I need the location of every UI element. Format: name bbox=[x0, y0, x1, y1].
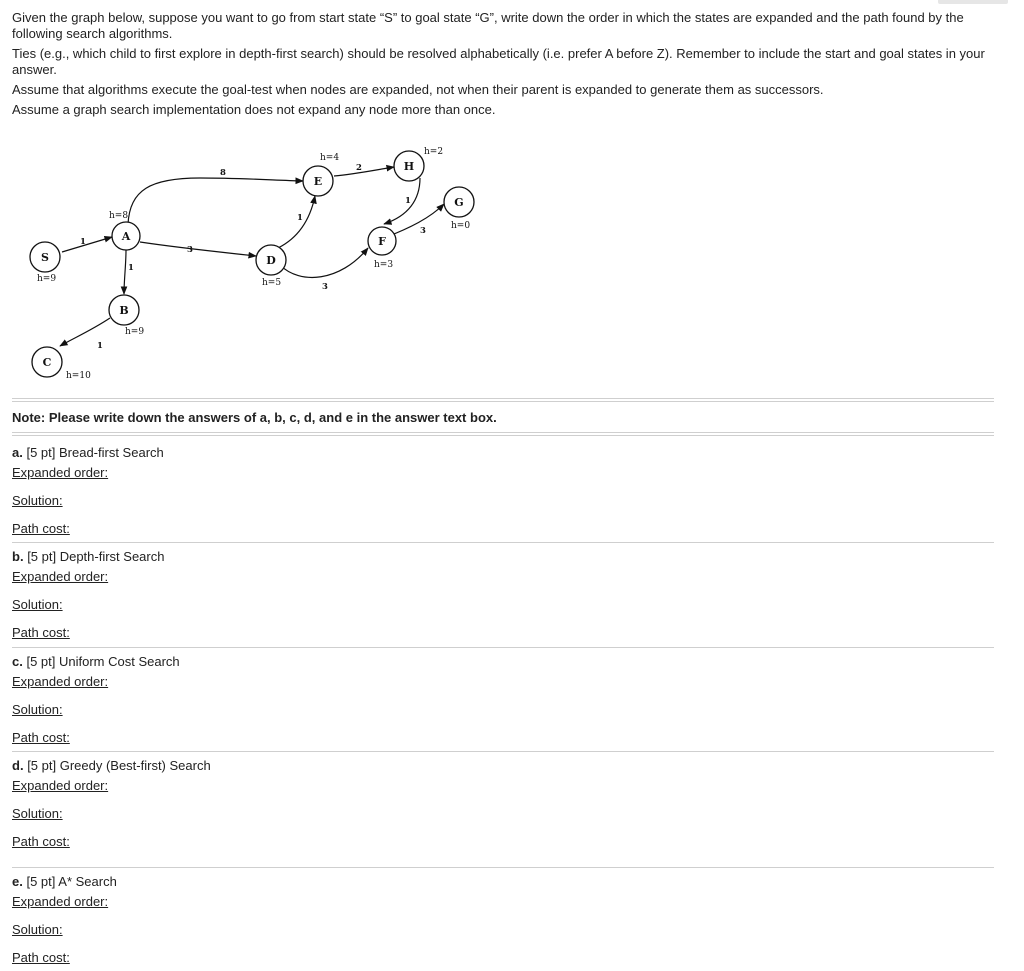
edge-e-h bbox=[334, 167, 394, 176]
section-c-title bbox=[12, 654, 612, 670]
section-e-heading: [5 pt] A* Search bbox=[26, 874, 117, 889]
edge-a-d bbox=[140, 242, 256, 256]
section-c-solution[interactable]: Solution: bbox=[12, 702, 63, 717]
intro-line-1: Given the graph below, suppose you want to go from start state “S” to goal state “G”, write down the order in which the states are expanded and the path found by the following search algorithms. bbox=[12, 10, 964, 41]
node-b-heuristic: h=9 bbox=[125, 327, 145, 337]
node-a-heuristic: h=8 bbox=[109, 211, 129, 221]
intro-line-4: Assume a graph search implementation does not expand any node more than once. bbox=[12, 102, 496, 117]
section-d-solution[interactable]: Solution: bbox=[12, 806, 63, 821]
edge-e-h-cost: 2 bbox=[356, 163, 362, 173]
section-c bbox=[12, 654, 612, 746]
node-c-label: C bbox=[42, 356, 52, 369]
section-c-letter: c. bbox=[12, 654, 23, 669]
divider-note bbox=[12, 432, 994, 436]
section-d-title bbox=[12, 758, 612, 774]
edge-h-f-cost: 1 bbox=[405, 196, 411, 206]
edge-a-b-cost: 1 bbox=[128, 263, 134, 273]
section-d-expanded-order[interactable]: Expanded order: bbox=[12, 778, 109, 793]
section-a-title bbox=[12, 445, 612, 461]
section-e-expanded-order[interactable]: Expanded order: bbox=[12, 894, 109, 909]
top-tab-indicator bbox=[938, 0, 1008, 4]
edge-a-e bbox=[128, 178, 303, 224]
edge-s-a bbox=[62, 237, 112, 252]
section-b-heading: [5 pt] Depth-first Search bbox=[27, 549, 165, 564]
intro-line-2: Ties (e.g., which child to first explore in depth-first search) should be resolved alphabetically (i.e. prefer A before Z). Remember to include the start and goal states in your answer. bbox=[12, 46, 985, 77]
divider-a bbox=[12, 542, 994, 543]
edge-f-g-cost: 3 bbox=[420, 226, 426, 236]
node-e-label: E bbox=[313, 175, 323, 188]
divider-b bbox=[12, 647, 994, 648]
section-e-solution[interactable]: Solution: bbox=[12, 922, 63, 937]
intro-line-3: Assume that algorithms execute the goal-test when nodes are expanded, not when their parent is expanded to generate them as successors. bbox=[12, 82, 824, 97]
section-a bbox=[12, 445, 612, 537]
section-b-solution[interactable]: Solution: bbox=[12, 597, 63, 612]
section-e bbox=[12, 874, 612, 966]
section-d-letter: d. bbox=[12, 758, 24, 773]
section-c-heading: [5 pt] Uniform Cost Search bbox=[26, 654, 180, 669]
node-f-heuristic: h=3 bbox=[374, 260, 394, 270]
section-a-expanded-order[interactable]: Expanded order: bbox=[12, 465, 109, 480]
edge-b-c-cost: 1 bbox=[97, 341, 103, 351]
search-graph-diagram bbox=[0, 140, 500, 390]
edge-d-f-cost: 3 bbox=[322, 282, 328, 292]
section-a-path-cost[interactable]: Path cost: bbox=[12, 521, 70, 536]
section-b-title bbox=[12, 549, 612, 565]
section-b-letter: b. bbox=[12, 549, 24, 564]
node-s-heuristic: h=9 bbox=[37, 274, 57, 284]
node-s-label: S bbox=[41, 251, 49, 264]
edge-s-a-cost: 1 bbox=[80, 237, 86, 247]
section-a-heading: [5 pt] Bread-first Search bbox=[26, 445, 164, 460]
node-b-label: B bbox=[119, 304, 129, 317]
section-c-expanded-order[interactable]: Expanded order: bbox=[12, 674, 109, 689]
section-d bbox=[12, 758, 612, 850]
node-c-heuristic: h=10 bbox=[66, 371, 91, 381]
edge-a-e-cost: 8 bbox=[220, 168, 226, 178]
node-g-heuristic: h=0 bbox=[451, 221, 471, 231]
node-f-label: F bbox=[378, 235, 386, 248]
edge-a-d-cost: 3 bbox=[187, 245, 193, 255]
section-b-path-cost[interactable]: Path cost: bbox=[12, 625, 70, 640]
section-a-letter: a. bbox=[12, 445, 23, 460]
edge-d-f bbox=[280, 248, 368, 277]
note-text: Note: Please write down the answers of a, b, c, d, and e in the answer text box. bbox=[12, 410, 497, 425]
divider-d bbox=[12, 867, 994, 868]
edge-d-e-cost: 1 bbox=[297, 213, 303, 223]
section-b-expanded-order[interactable]: Expanded order: bbox=[12, 569, 109, 584]
section-c-path-cost[interactable]: Path cost: bbox=[12, 730, 70, 745]
section-e-title bbox=[12, 874, 612, 890]
node-a-label: A bbox=[121, 230, 131, 243]
edge-h-f bbox=[384, 178, 420, 224]
node-d-label: D bbox=[266, 254, 276, 267]
section-e-letter: e. bbox=[12, 874, 23, 889]
node-d-heuristic: h=5 bbox=[262, 278, 282, 288]
divider-c bbox=[12, 751, 994, 752]
section-b bbox=[12, 549, 612, 641]
node-e-heuristic: h=4 bbox=[320, 153, 340, 163]
section-d-path-cost[interactable]: Path cost: bbox=[12, 834, 70, 849]
section-e-path-cost[interactable]: Path cost: bbox=[12, 950, 70, 965]
section-d-heading: [5 pt] Greedy (Best-first) Search bbox=[27, 758, 211, 773]
question-intro bbox=[12, 10, 1007, 118]
edge-a-b bbox=[124, 250, 126, 294]
node-h-heuristic: h=2 bbox=[424, 147, 444, 157]
node-g-label: G bbox=[454, 196, 464, 209]
node-h-label: H bbox=[403, 160, 415, 173]
section-a-solution[interactable]: Solution: bbox=[12, 493, 63, 508]
divider-top bbox=[12, 398, 994, 402]
